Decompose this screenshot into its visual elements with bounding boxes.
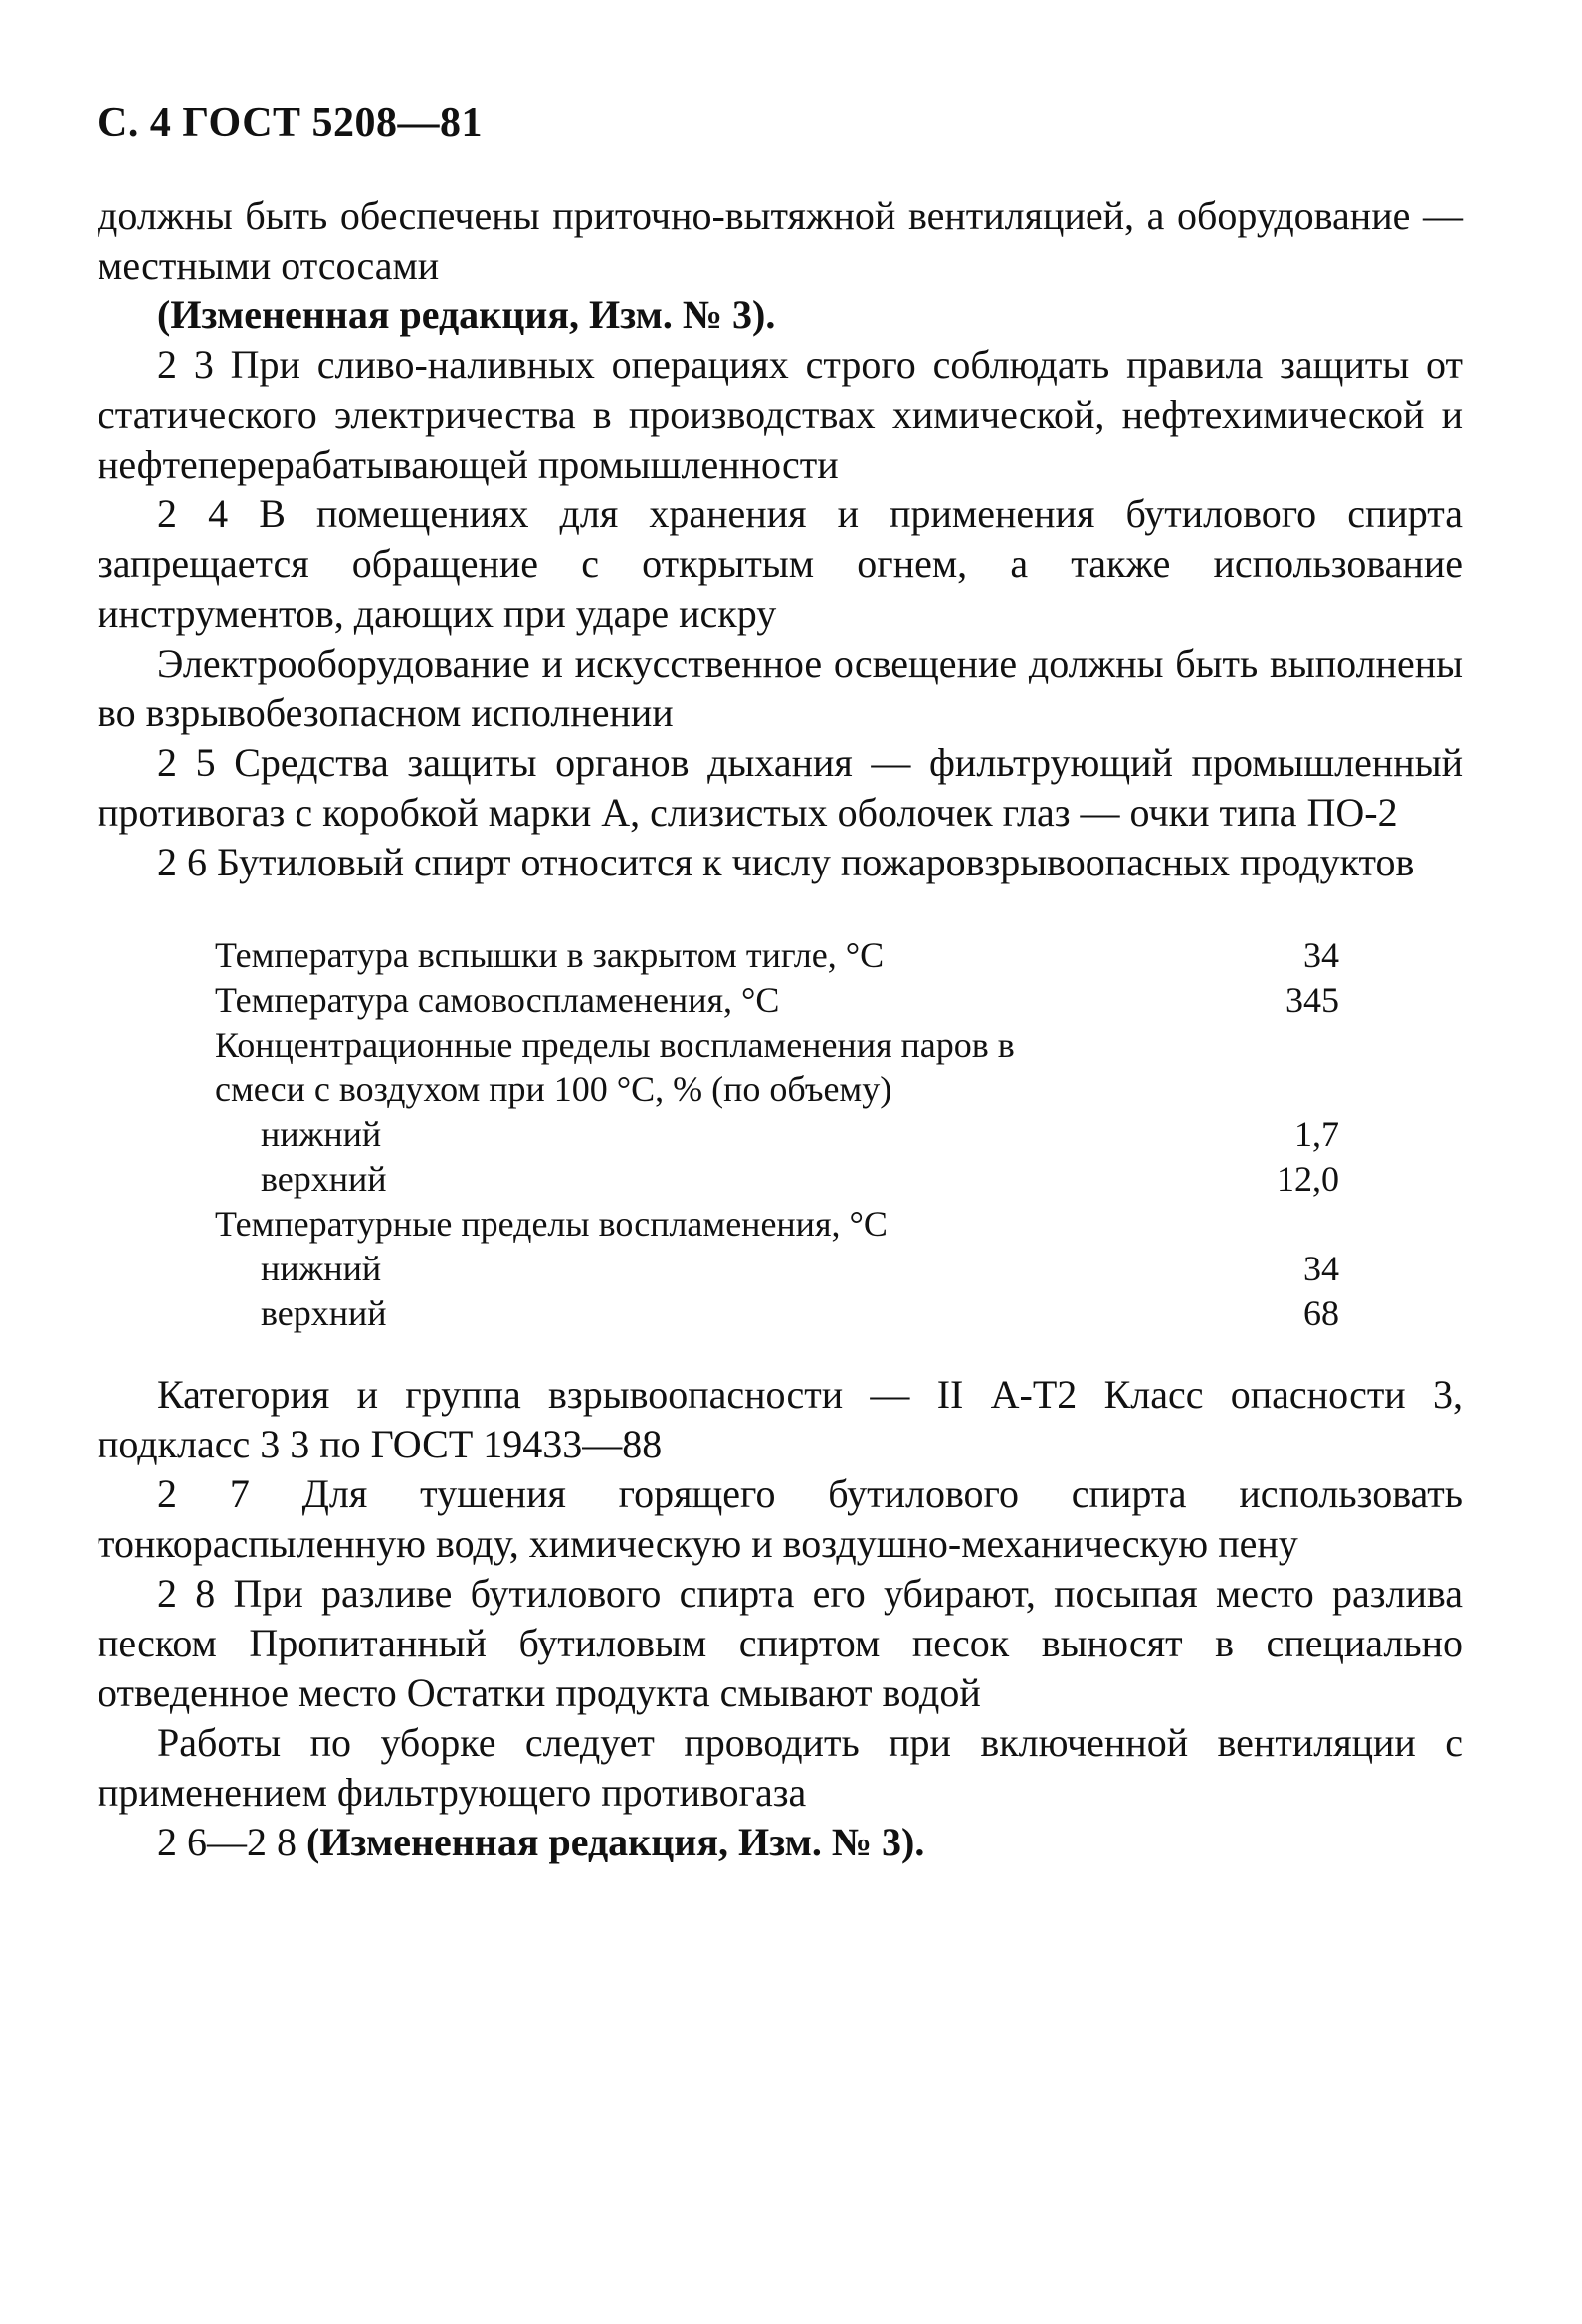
- property-row: [215, 1157, 1339, 1202]
- property-value: 34: [1303, 1249, 1339, 1288]
- property-row: [215, 1247, 1339, 1291]
- page-header: С. 4 ГОСТ 5208—81: [98, 100, 484, 146]
- property-value: 68: [1303, 1293, 1339, 1333]
- property-row: [215, 933, 1339, 978]
- property-label: смеси с воздухом при 100 °С, % (по объему): [215, 1069, 892, 1109]
- property-row: [215, 1291, 1339, 1336]
- property-row: [215, 1202, 1339, 1247]
- clause-2-8: 2 8 При разливе бутилового спирта его убирают, посыпая место разлива песком Пропитанный бутиловым спиртом песок выносят в специально отведенное место Остатки продукта смывают водой: [98, 1571, 1463, 1715]
- property-row: [215, 1067, 1339, 1112]
- property-row: [215, 978, 1339, 1023]
- property-label: Температурные пределы воспламенения, °С: [215, 1204, 888, 1244]
- property-row: [215, 1023, 1339, 1067]
- paragraph: Работы по уборке следует проводить при включенной вентиляции с применением фильтрующего противогаза: [98, 1720, 1463, 1815]
- property-value: 345: [1285, 980, 1339, 1020]
- amendment-note-final: [98, 1818, 1463, 1867]
- document-body: [98, 191, 1463, 1867]
- property-value: 12,0: [1277, 1159, 1339, 1199]
- property-value: 34: [1303, 935, 1339, 975]
- property-label: верхний: [261, 1159, 387, 1199]
- property-label: Температура вспышки в закрытом тигле, °С: [215, 935, 885, 975]
- paragraph: Электрооборудование и искусственное освещение должны быть выполнены во взрывобезопасном исполнении: [98, 641, 1463, 735]
- clause-2-4: 2 4 В помещениях для хранения и применения бутилового спирта запрещается обращение с открытым огнем, а также использование инструментов, дающих при ударе искру: [98, 491, 1463, 636]
- properties-table: [215, 933, 1339, 1336]
- property-label: Концентрационные пределы воспламенения паров в: [215, 1025, 1015, 1065]
- paragraph: должны быть обеспечены приточно-вытяжной вентиляцией, а оборудование — местными отсосами: [98, 193, 1463, 288]
- paragraph: Категория и группа взрывоопасности — II А-Т2 Класс опасности 3, подкласс 3 3 по ГОСТ 19433—88: [98, 1372, 1463, 1466]
- clause-range: 2 6—2 8: [157, 1820, 297, 1864]
- property-value: 1,7: [1294, 1114, 1339, 1154]
- clause-2-7: 2 7 Для тушения горящего бутилового спирта использовать тонкораспыленную воду, химическую и воздушно-механическую пену: [98, 1471, 1463, 1566]
- property-row: [215, 1112, 1339, 1157]
- clause-2-5: 2 5 Средства защиты органов дыхания — фильтрующий промышленный противогаз с коробкой марки А, слизистых оболочек глаз — очки типа ПО-2: [98, 740, 1463, 835]
- property-label: нижний: [261, 1114, 382, 1154]
- property-label: Температура самовоспламенения, °С: [215, 980, 780, 1020]
- property-label: нижний: [261, 1249, 382, 1288]
- amendment-note: (Измененная редакция, Изм. № 3).: [306, 1820, 925, 1864]
- property-label: верхний: [261, 1293, 387, 1333]
- clause-2-3: 2 3 При сливо-наливных операциях строго соблюдать правила защиты от статического электричества в производствах химической, нефтехимической и нефтеперерабатывающей промышленности: [98, 342, 1463, 486]
- amendment-note: (Измененная редакция, Изм. № 3).: [157, 292, 776, 337]
- clause-2-6: 2 6 Бутиловый спирт относится к числу пожаровзрывоопасных продуктов: [157, 840, 1415, 884]
